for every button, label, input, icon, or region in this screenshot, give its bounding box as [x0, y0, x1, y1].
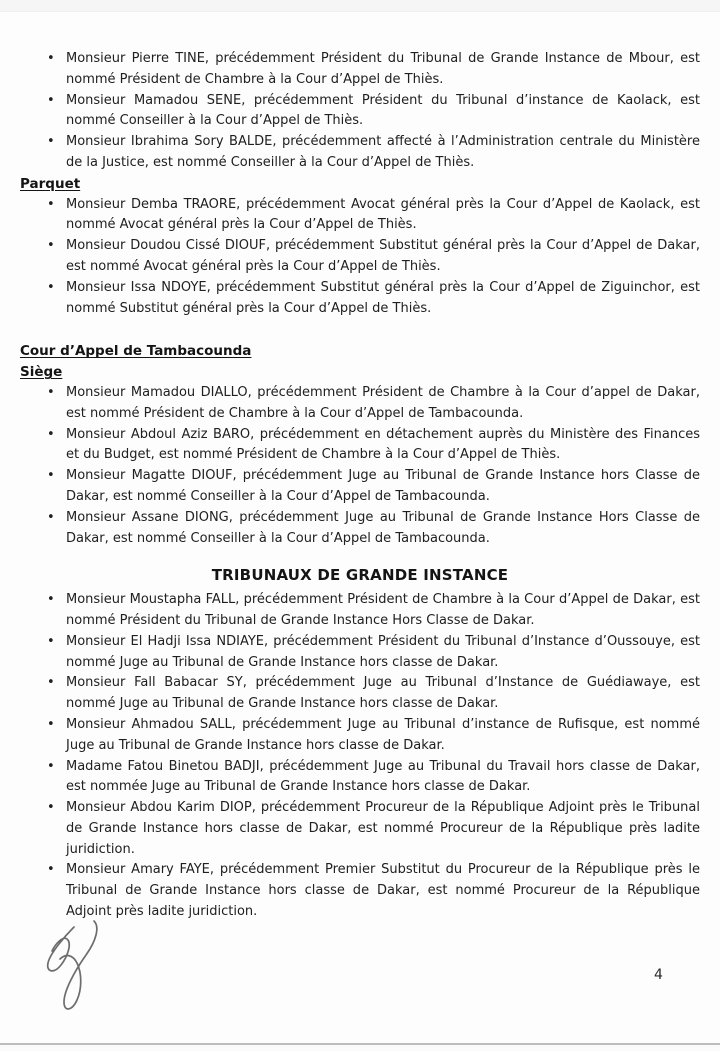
tribunaux-grande-instance-list — [20, 590, 700, 923]
appointment-item: • Monsieur El Hadji Issa NDIAYE, précédemment Président du Tribunal d’Instance d’Oussouye, est nommé Juge au Tribunal de Grande Instance hors classe de Dakar. — [47, 632, 700, 674]
appointment-item: • Monsieur Assane DIONG, précédemment Juge au Tribunal de Grande Instance Hors Classe de Dakar, est nommé Conseiller à la Cour d’Appel de Tambacounda. — [47, 508, 700, 550]
appointment-item: • Monsieur Moustapha FALL, précédemment Président de Chambre à la Cour d’Appel de Dakar, est nommé Président du Tribunal de Grande Instance Hors Classe de Dakar. — [47, 590, 700, 632]
appointment-item: • Monsieur Amary FAYE, précédemment Premier Substitut du Procureur de la République près le Tribunal de Grande Instance hors classe de Dakar, est nommé Procureur de la République Adjoint près ladite juridiction. — [47, 860, 700, 922]
appointment-item: • Monsieur Abdoul Aziz BARO, précédemment en détachement auprès du Ministère des Finances et du Budget, est nommé Président de Chambre à la Cour d’Appel de Thiès. — [47, 425, 700, 467]
scan-edge-top — [0, 0, 720, 12]
cour-appel-tambacounda-heading: Cour d’Appel de Tambacounda — [20, 343, 252, 360]
appointment-item: • Monsieur Ibrahima Sory BALDE, précédemment affecté à l’Administration centrale du Ministère de la Justice, est nommé Conseiller à la Cour d’Appel de Thiès. — [47, 132, 700, 174]
appointment-item: • Monsieur Abdou Karim DIOP, précédemment Procureur de la République Adjoint près le Tribunal de Grande Instance hors classe de Dakar, est nommé Procureur de la République près ladite juridiction. — [47, 798, 700, 860]
appointment-item: • Monsieur Demba TRAORE, précédemment Avocat général près la Cour d’Appel de Kaolack, est nommé Avocat général près la Cour d’Appel de Thiès. — [47, 195, 700, 237]
appointment-item: • Monsieur Doudou Cissé DIOUF, précédemment Substitut général près la Cour d’Appel de Dakar, est nommé Avocat général près la Cour d’Appel de Thiès. — [47, 236, 700, 278]
section-spacer — [20, 319, 700, 341]
parquet-list — [20, 195, 700, 320]
siege-heading: Siège — [20, 364, 63, 381]
page-number: 4 — [654, 967, 663, 983]
tribunaux-grande-instance-heading: TRIBUNAUX DE GRANDE INSTANCE — [211, 566, 509, 585]
scan-foot — [0, 1045, 720, 1051]
signature-mark — [36, 913, 114, 1023]
appointment-item: • Madame Fatou Binetou BADJI, précédemment Juge au Tribunal du Travail hors classe de Dakar, est nommée Juge au Tribunal de Grande Instance hors classe de Dakar. — [47, 757, 700, 799]
cour-appel-thies-siege-list — [20, 49, 700, 174]
appointment-item: • Monsieur Mamadou SENE, précédemment Président du Tribunal d’instance de Kaolack, est nommé Conseiller à la Cour d’Appel de Thiès. — [47, 91, 700, 133]
parquet-heading: Parquet — [20, 175, 81, 192]
appointment-item: • Monsieur Mamadou DIALLO, précédemment Président de Chambre à la Cour d’appel de Dakar, est nommé Président de Chambre à la Cour d’Appel de Tambacounda. — [47, 383, 700, 425]
appointment-item: • Monsieur Ahmadou SALL, précédemment Juge au Tribunal d’instance de Rufisque, est nommé Juge au Tribunal de Grande Instance hors classe de Dakar. — [47, 715, 700, 757]
section-spacer — [20, 549, 700, 565]
document-content — [20, 49, 700, 923]
appointment-item: • Monsieur Fall Babacar SY, précédemment Juge au Tribunal d’Instance de Guédiawaye, est nommé Juge au Tribunal de Grande Instance hors classe de Dakar. — [47, 673, 700, 715]
appointment-item: • Monsieur Issa NDOYE, précédemment Substitut général près la Cour d’Appel de Ziguinchor, est nommé Substitut général près la Cour d’Appel de Thiès. — [47, 278, 700, 320]
appointment-item: • Monsieur Magatte DIOUF, précédemment Juge au Tribunal de Grande Instance hors Classe de Dakar, est nommé Conseiller à la Cour d’Appel de Tambacounda. — [47, 466, 700, 508]
appointment-item: • Monsieur Pierre TINE, précédemment Président du Tribunal de Grande Instance de Mbour, est nommé Président de Chambre à la Cour d’Appel de Thiès. — [47, 49, 700, 91]
tambacounda-siege-list — [20, 383, 700, 549]
